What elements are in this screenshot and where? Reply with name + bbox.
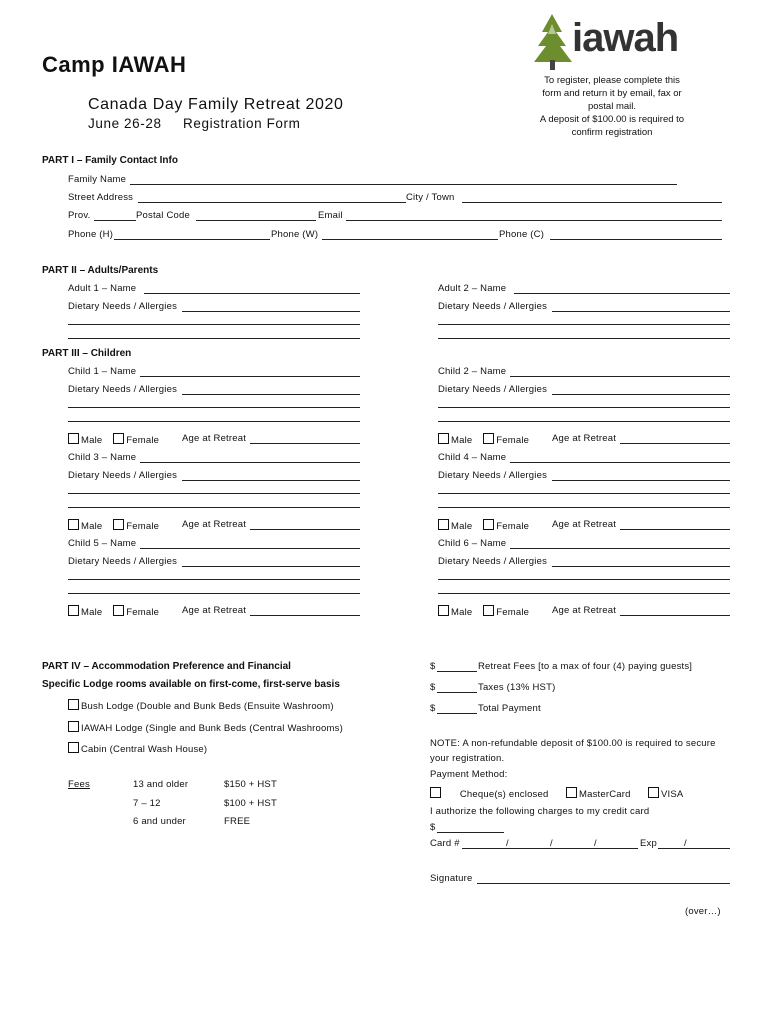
exp-label: Exp (640, 838, 657, 849)
adult1-dietary-field[interactable] (182, 311, 360, 312)
child6-age-field[interactable] (620, 615, 730, 616)
bush-lodge-option (68, 699, 334, 712)
child1-age-field[interactable] (250, 443, 360, 444)
iawah-lodge-option (68, 721, 343, 734)
female-checkbox[interactable] (113, 433, 124, 444)
phone-w-label: Phone (W) (271, 229, 319, 240)
mastercard-option (566, 787, 631, 800)
street-label: Street Address (68, 192, 134, 203)
male-checkbox[interactable] (438, 433, 449, 444)
female-checkbox[interactable] (113, 519, 124, 530)
taxes-field[interactable] (437, 692, 477, 693)
over-note: (over…) (685, 906, 721, 917)
fee-age: 6 and under (133, 816, 186, 827)
exp-slash: / (684, 838, 687, 849)
female-label: Female (496, 435, 530, 446)
child1-label: Child 1 – Name (68, 366, 137, 377)
child2-dietary-line[interactable] (438, 407, 730, 408)
retreat-fees-field[interactable] (437, 671, 477, 672)
cheque-option (430, 787, 548, 800)
male-checkbox[interactable] (68, 433, 79, 444)
child5-dietary-line[interactable] (68, 593, 360, 594)
child2-field[interactable] (510, 376, 730, 377)
child1-age-label: Age at Retreat (182, 433, 247, 444)
signature-label: Signature (430, 873, 473, 884)
child3-dietary-line[interactable] (68, 507, 360, 508)
child1-dietary-line[interactable] (68, 421, 360, 422)
taxes-label: Taxes (13% HST) (478, 682, 556, 693)
child4-dietary-line[interactable] (438, 507, 730, 508)
child1-dietary-label: Dietary Needs / Allergies (68, 384, 178, 395)
child6-dietary-line[interactable] (438, 579, 730, 580)
email-label: Email (318, 210, 343, 221)
form-name: Registration Form (183, 116, 301, 131)
visa-checkbox[interactable] (648, 787, 659, 798)
email-field[interactable] (346, 220, 722, 221)
note-line: confirm registration (571, 127, 653, 138)
female-label: Female (126, 435, 160, 446)
child5-age-label: Age at Retreat (182, 605, 247, 616)
female-label: Female (126, 521, 160, 532)
signature-field[interactable] (477, 883, 730, 884)
part3-heading: PART III – Children (42, 348, 132, 359)
retreat-fees-label: Retreat Fees [to a max of four (4) paying guests] (478, 661, 693, 672)
child2-age-field[interactable] (620, 443, 730, 444)
child6-dietary-line[interactable] (438, 593, 730, 594)
event-dates: June 26-28 (88, 116, 162, 131)
card-slash: / (550, 838, 553, 849)
child4-dietary-line[interactable] (438, 493, 730, 494)
child6-dietary-field[interactable] (552, 566, 730, 567)
prov-label: Prov. (68, 210, 91, 221)
charge-amount-field[interactable] (437, 832, 504, 833)
female-checkbox[interactable] (113, 605, 124, 616)
iawah-lodge-checkbox[interactable] (68, 721, 79, 732)
male-checkbox[interactable] (438, 605, 449, 616)
child6-field[interactable] (510, 548, 730, 549)
part4-subheading: Specific Lodge rooms available on first-come, first-serve basis (42, 679, 340, 690)
dollar-sign: $ (430, 822, 436, 833)
dollar-sign: $ (430, 703, 436, 714)
child3-field[interactable] (140, 462, 360, 463)
male-checkbox[interactable] (68, 605, 79, 616)
visa-option (648, 787, 683, 800)
postal-field[interactable] (196, 220, 316, 221)
note-line: postal mail. (587, 101, 637, 112)
child5-label: Child 5 – Name (68, 538, 137, 549)
child3-dietary-field[interactable] (182, 480, 360, 481)
note-line: form and return it by email, fax or (542, 88, 682, 99)
female-checkbox[interactable] (483, 433, 494, 444)
child2-label: Child 2 – Name (438, 366, 507, 377)
part4-heading: PART IV – Accommodation Preference and Financial (42, 661, 291, 672)
phone-w-field[interactable] (322, 239, 498, 240)
visa-label: VISA (661, 789, 684, 800)
child2-dietary-field[interactable] (552, 394, 730, 395)
child3-dietary-label: Dietary Needs / Allergies (68, 470, 178, 481)
child5-dietary-line[interactable] (68, 579, 360, 580)
child6-dietary-label: Dietary Needs / Allergies (438, 556, 548, 567)
fee-price: $100 + HST (224, 798, 277, 809)
page-title: Camp IAWAH (42, 52, 187, 77)
child4-dietary-field[interactable] (552, 480, 730, 481)
male-label: Male (451, 521, 473, 532)
child2-age-label: Age at Retreat (552, 433, 617, 444)
child3-dietary-line[interactable] (68, 493, 360, 494)
male-label: Male (451, 435, 473, 446)
city-label: City / Town (406, 192, 455, 203)
adult2-dietary-line[interactable] (438, 338, 730, 339)
fee-price: $150 + HST (224, 779, 277, 790)
postal-label: Postal Code (136, 210, 190, 221)
dollar-sign: $ (430, 661, 436, 672)
adult2-dietary-line[interactable] (438, 324, 730, 325)
phone-c-label: Phone (C) (499, 229, 545, 240)
male-checkbox[interactable] (438, 519, 449, 530)
phone-h-field[interactable] (114, 239, 270, 240)
child1-field[interactable] (140, 376, 360, 377)
child2-dietary-label: Dietary Needs / Allergies (438, 384, 548, 395)
mastercard-checkbox[interactable] (566, 787, 577, 798)
part2-heading: PART II – Adults/Parents (42, 265, 159, 276)
female-checkbox[interactable] (483, 605, 494, 616)
adult1-field[interactable] (144, 293, 360, 294)
male-label: Male (81, 435, 103, 446)
adult2-field[interactable] (514, 293, 730, 294)
registration-note (522, 74, 702, 139)
child3-gender (68, 519, 159, 532)
child4-age-field[interactable] (620, 529, 730, 530)
note-line: To register, please complete this (544, 75, 680, 86)
bush-lodge-label: Bush Lodge (Double and Bunk Beds (Ensuite Washroom) (81, 701, 334, 712)
male-checkbox[interactable] (68, 519, 79, 530)
card-slash: / (594, 838, 597, 849)
adult2-dietary-label: Dietary Needs / Allergies (438, 301, 548, 312)
female-label: Female (126, 607, 160, 618)
female-label: Female (496, 607, 530, 618)
total-label: Total Payment (478, 703, 541, 714)
authorize-text: I authorize the following charges to my credit card (430, 806, 650, 817)
cabin-checkbox[interactable] (68, 742, 79, 753)
child2-gender (438, 433, 529, 446)
child5-gender (68, 605, 159, 618)
adult1-dietary-line[interactable] (68, 324, 360, 325)
child4-age-label: Age at Retreat (552, 519, 617, 530)
fee-age: 13 and older (133, 779, 189, 790)
child5-field[interactable] (140, 548, 360, 549)
child4-label: Child 4 – Name (438, 452, 507, 463)
child3-age-label: Age at Retreat (182, 519, 247, 530)
fee-price: FREE (224, 816, 251, 827)
adult1-dietary-line[interactable] (68, 338, 360, 339)
child5-age-field[interactable] (250, 615, 360, 616)
child3-label: Child 3 – Name (68, 452, 137, 463)
bush-lodge-checkbox[interactable] (68, 699, 79, 710)
card-number-label: Card # (430, 838, 460, 849)
iawah-lodge-label: IAWAH Lodge (Single and Bunk Beds (Central Washrooms) (81, 723, 343, 734)
total-field[interactable] (437, 713, 477, 714)
fee-age: 7 – 12 (133, 798, 161, 809)
logo-text: iawah (572, 16, 679, 60)
card-slash: / (506, 838, 509, 849)
adult2-label: Adult 2 – Name (438, 283, 507, 294)
event-title: Canada Day Family Retreat 2020 (88, 96, 344, 113)
note-line: A deposit of $100.00 is required to (539, 114, 685, 125)
prov-field[interactable] (94, 220, 136, 221)
child6-label: Child 6 – Name (438, 538, 507, 549)
cheque-checkbox[interactable] (430, 787, 441, 798)
deposit-note: your registration. (430, 753, 505, 764)
child6-age-label: Age at Retreat (552, 605, 617, 616)
child3-age-field[interactable] (250, 529, 360, 530)
cheque-label: Cheque(s) enclosed (459, 789, 549, 800)
payment-method-label: Payment Method: (430, 769, 508, 780)
iawah-logo (532, 10, 692, 70)
child4-dietary-label: Dietary Needs / Allergies (438, 470, 548, 481)
part1-heading: PART I – Family Contact Info (42, 155, 178, 166)
female-label: Female (496, 521, 530, 532)
female-checkbox[interactable] (483, 519, 494, 530)
dollar-sign: $ (430, 682, 436, 693)
adult2-dietary-field[interactable] (552, 311, 730, 312)
child1-dietary-field[interactable] (182, 394, 360, 395)
phone-c-field[interactable] (550, 239, 722, 240)
male-label: Male (81, 521, 103, 532)
family-name-field[interactable] (130, 184, 677, 185)
child6-gender (438, 605, 529, 618)
cabin-option (68, 742, 207, 755)
adult1-dietary-label: Dietary Needs / Allergies (68, 301, 178, 312)
child5-dietary-field[interactable] (182, 566, 360, 567)
child4-field[interactable] (510, 462, 730, 463)
city-field[interactable] (462, 202, 722, 203)
child5-dietary-label: Dietary Needs / Allergies (68, 556, 178, 567)
male-label: Male (81, 607, 103, 618)
child1-dietary-line[interactable] (68, 407, 360, 408)
child4-gender (438, 519, 529, 532)
mastercard-label: MasterCard (579, 789, 631, 800)
deposit-note: NOTE: A non-refundable deposit of $100.00 is required to secure (430, 738, 716, 749)
fees-label: Fees (68, 779, 90, 790)
cabin-label: Cabin (Central Wash House) (81, 744, 208, 755)
child2-dietary-line[interactable] (438, 421, 730, 422)
family-name-label: Family Name (68, 174, 127, 185)
exp-field[interactable] (658, 848, 730, 849)
male-label: Male (451, 607, 473, 618)
adult1-label: Adult 1 – Name (68, 283, 137, 294)
street-field[interactable] (138, 202, 406, 203)
phone-h-label: Phone (H) (68, 229, 114, 240)
child1-gender (68, 433, 159, 446)
